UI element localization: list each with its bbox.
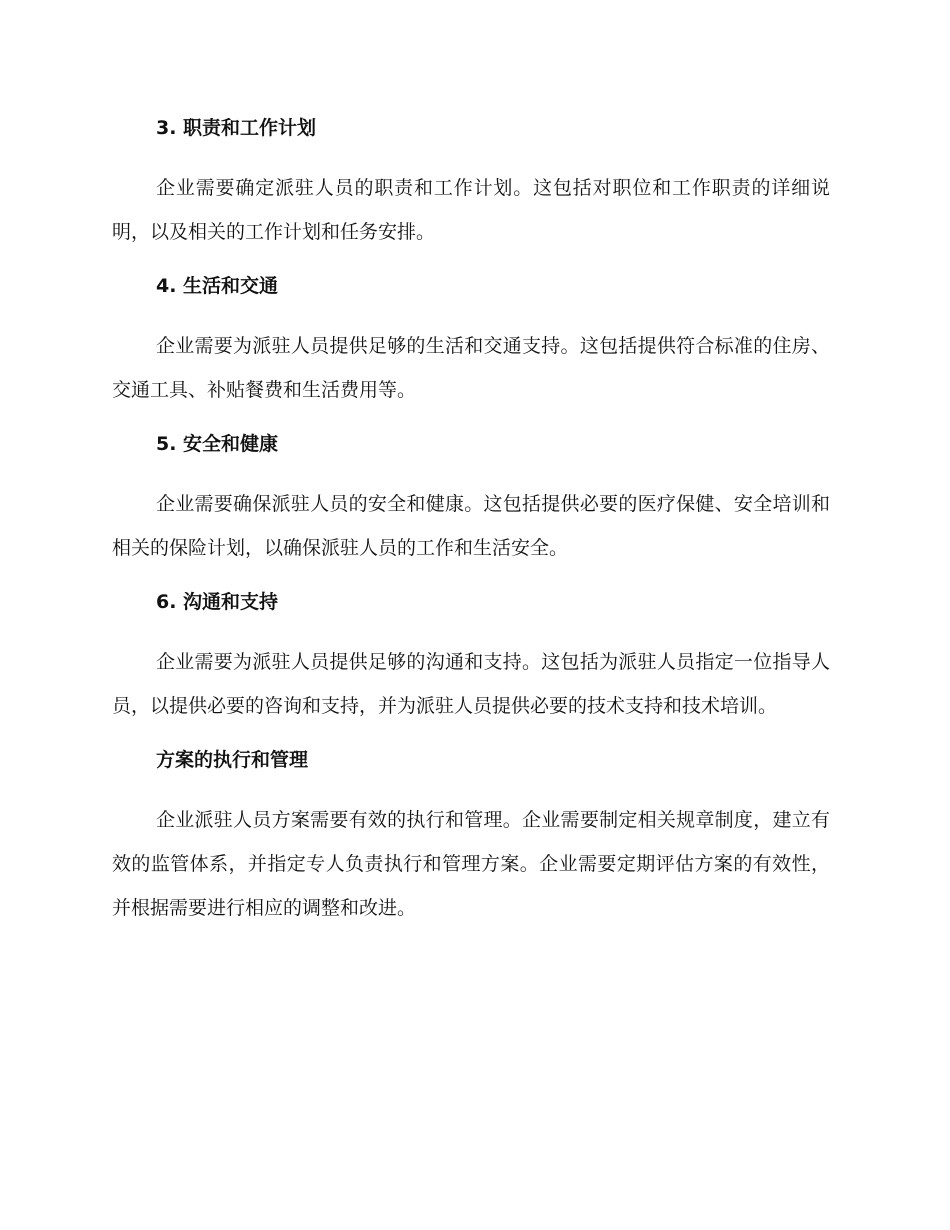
section-paragraph-responsibilities: 企业需要确定派驻人员的职责和工作计划。这包括对职位和工作职责的详细说明，以及相关的工作计划和任务安排。 (112, 177, 830, 243)
section-heading-safety-health: 5. 安全和健康 (156, 433, 279, 455)
document-body (112, 110, 830, 930)
section-paragraph-communication-support: 企业需要为派驻人员提供足够的沟通和支持。这包括为派驻人员指定一位指导人员，以提供必要的咨询和支持，并为派驻人员提供必要的技术支持和技术培训。 (112, 651, 830, 717)
section-paragraph-safety-health: 企业需要确保派驻人员的安全和健康。这包括提供必要的医疗保健、安全培训和相关的保险计划，以确保派驻人员的工作和生活安全。 (112, 493, 830, 559)
section-heading-communication-support: 6. 沟通和支持 (156, 591, 279, 613)
section-paragraph-execution-management: 企业派驻人员方案需要有效的执行和管理。企业需要制定相关规章制度，建立有效的监管体系，并指定专人负责执行和管理方案。企业需要定期评估方案的有效性，并根据需要进行相应的调整和改进。 (112, 809, 830, 919)
section-heading-execution-management: 方案的执行和管理 (156, 749, 309, 771)
section-heading-responsibilities: 3. 职责和工作计划 (156, 117, 317, 139)
section-paragraph-living-transport: 企业需要为派驻人员提供足够的生活和交通支持。这包括提供符合标准的住房、交通工具、补贴餐费和生活费用等。 (112, 335, 830, 401)
section-heading-living-transport: 4. 生活和交通 (156, 275, 279, 297)
